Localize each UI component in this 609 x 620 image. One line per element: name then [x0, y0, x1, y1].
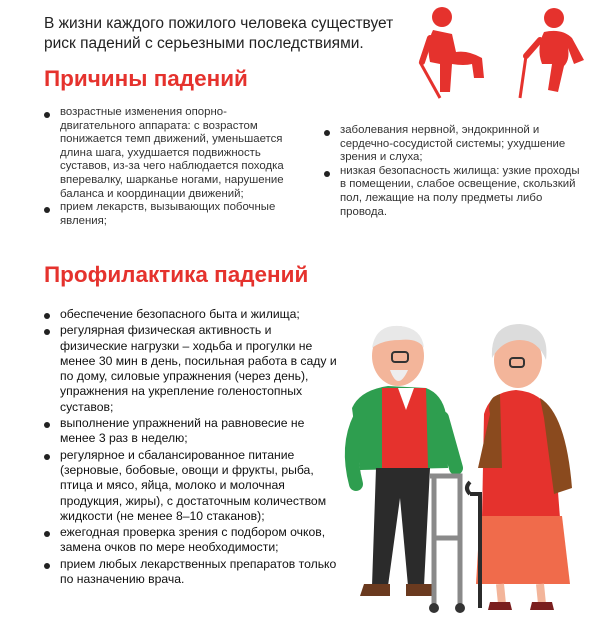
- falling-person-icon: [418, 4, 498, 102]
- list-item: низкая безопасность жилища: узкие проходы в помещении, слабое освещение, скользкий пол, лежащие на полу предметы либо провода.: [322, 165, 584, 219]
- elderly-woman-figure: [467, 324, 572, 610]
- list-item: заболевания нервной, эндокринной и сердечно-сосудистой системы; ухудшение зрения и слуха;: [322, 124, 584, 165]
- list-item: ежегодная проверка зрения с подбором очков, замена очков по мере необходимости;: [42, 525, 340, 556]
- list-item: обеспечение безопасного быта и жилища;: [42, 307, 340, 322]
- causes-list-left: [42, 106, 302, 228]
- prevention-heading: Профилактика падений: [44, 262, 309, 287]
- intro-text: В жизни каждого пожилого человека существует риск падений с серьезными последствиями.: [44, 15, 394, 52]
- causes-heading: Причины падений: [44, 66, 248, 91]
- list-item: регулярное и сбалансированное питание (зерновые, бобовые, овощи и фрукты, рыба, птица и мясо, яйца, молоко и молочная продукция, жиры), с достаточным количеством жидкости (не менее 8–10 стаканов);: [42, 448, 340, 524]
- prevention-list: [42, 307, 340, 588]
- walker-icon: [429, 476, 465, 613]
- list-item: прием лекарств, вызывающих побочные явления;: [42, 201, 302, 228]
- elderly-man-figure: [352, 326, 456, 596]
- causes-list-right: [322, 124, 584, 219]
- list-item: возрастные изменения опорно-двигательного аппарата: с возрастом понижается темп движений, уменьшается длина шага, ухудшается подвижность суставов, из-за чего наблюдается походка вперевалку, шарканье ногами, нарушение баланса и координации движений;: [42, 106, 302, 201]
- falling-person-with-cane-icon: [514, 4, 594, 102]
- list-item: выполнение упражнений на равновесие не менее 3 раз в неделю;: [42, 416, 340, 447]
- list-item: прием любых лекарственных препаратов только по назначению врача.: [42, 557, 340, 588]
- elderly-couple-illustration: [330, 318, 605, 618]
- list-item: регулярная физическая активность и физические нагрузки – ходьба и прогулки не менее 30 мин в день, посильная работа в саду и по дому, силовые упражнения (через день), упражнения на укрепление голеностопных суставов;: [42, 323, 340, 415]
